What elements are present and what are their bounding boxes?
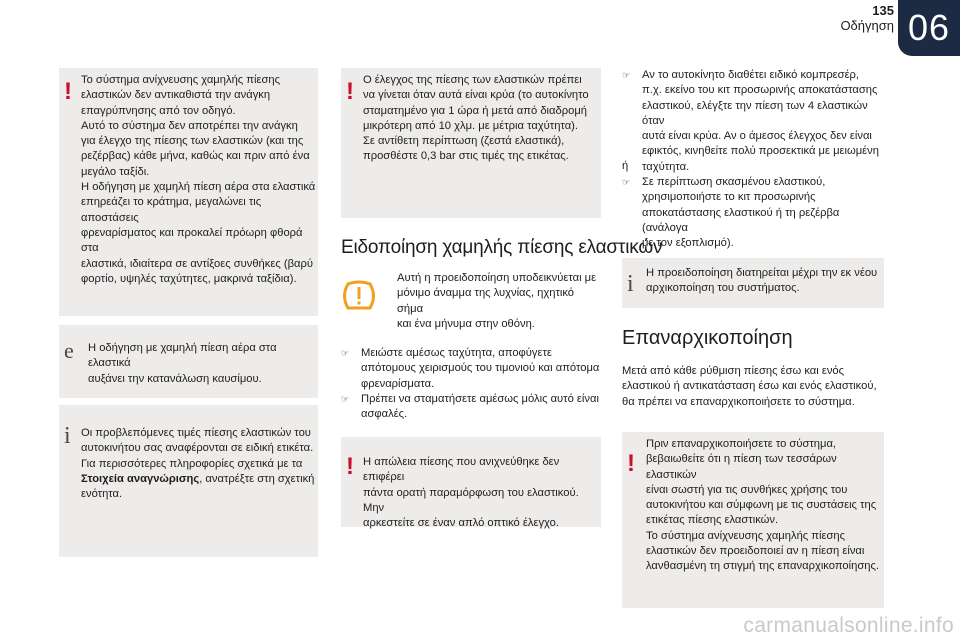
text-line: Το σύστημα ανίχνευσης χαμηλής πίεσης [646,529,846,542]
text-fragment: , ανατρέξτε στη σχετική [199,472,315,485]
text-line: μόνιμο άναμμα της λυχνίας, ηχητικό σήμα [397,287,575,315]
info-icon: i [64,423,71,449]
reset-description [622,364,884,410]
text-line: φρεναρίσματα. [361,377,435,390]
text-line: ασφαλές. [361,408,408,421]
text-line: Για περισσότερες πληροφορίες σχετικά με τα [81,457,303,470]
text-line: Οι προβλεπόμενες τιμές πίεσης ελαστικών του [81,427,311,439]
warning-icon: ! [346,78,354,105]
text-line: ταχύτητα. [642,160,690,173]
alert-description [397,271,601,332]
bullet-arrow-icon: ☞ [341,348,350,358]
puncture-list [622,175,884,251]
warning-icon: ! [346,453,354,480]
tyre-pressure-warning-icon [338,278,380,314]
text-line [81,472,316,487]
text-line: αυτοκινήτου και σύμφωνη με τις συστάσεις της [646,499,877,512]
text-line: ελαστικά, ιδιαίτερα σε αντίξοες συνθήκες (βαρύ [81,257,313,270]
eco-text [88,341,316,387]
watermark: carmanualsonline.info [743,614,954,637]
warning-text [363,73,598,165]
text-line: φορτίο, υψηλές ταχύτητες, μακρινά ταξίδια). [81,272,297,285]
list-item [622,68,884,175]
text-line: αρκεστείτε σε έναν απλό οπτικό έλεγχο. [363,517,559,530]
section-heading: Επαναρχικοποίηση [622,327,793,349]
text-line: ελαστικών δεν προειδοποιεί αν η πίεση είναι [646,545,865,558]
text-line: λανθασμένη τη στιγμή της επαναρχικοποίησης. [646,560,879,573]
text-line: σταματημένο για 1 ώρα ή μετά από διαδρομή [363,104,587,117]
text-line: ενότητα. [81,488,123,501]
text-line: εφικτός, κινηθείτε πολύ προσεκτικά με μειωμένη [642,145,879,158]
section-heading: Ειδοποίηση χαμηλής πίεσης ελαστικών [341,237,663,258]
warning-icon: ! [64,78,72,105]
warning-text [81,73,316,287]
eco-icon: e [64,338,74,363]
identification-link-text: Στοιχεία αναγνώρισης [81,472,200,485]
text-line: Πριν επαναρχικοποιήσετε το σύστημα, [646,438,837,450]
action-list [341,346,601,422]
text-line: επαγρύπνησης από τον οδηγό. [81,104,236,117]
compressor-list [622,68,884,175]
text-line: Αυτό το σύστημα δεν αποτρέπει την ανάγκη [81,119,298,132]
page-number: 135 [872,3,894,18]
text-line: θα πρέπει να επαναρχικοποιήσετε το σύστημα. [622,395,855,408]
warning-text [363,455,598,531]
text-line: χρησιμοποιήστε το κιτ προσωρινής [642,191,816,204]
text-line: Ο έλεγχος της πίεσης των ελαστικών πρέπει [363,74,582,86]
text-line: Πρέπει να σταματήσετε αμέσως μόλις αυτό είναι [361,392,599,405]
text-line: Σε αντίθετη περίπτωση (ζεστά ελαστικά), [363,135,565,148]
text-line: αυτά είναι κρύα. Αν ο άμεσος έλεγχος δεν είναι [642,130,872,143]
list-item [341,392,601,423]
text-line: προσθέστε 0,3 bar στις τιμές της ετικέτας. [363,150,569,163]
text-line: Σε περίπτωση σκασμένου ελαστικού, [642,176,826,188]
text-line: ρεζέρβας) κάθε μήνα, καθώς και πριν από ένα [81,150,310,163]
text-line: Αυτή η προειδοποίηση υποδεικνύεται με [397,272,597,284]
bullet-arrow-icon: ☞ [341,393,350,404]
chapter-number: 06 [907,7,951,48]
text-line: Το σύστημα ανίχνευσης χαμηλής πίεσης [81,74,281,86]
text-line: πάντα ορατή παραμόρφωση του ελαστικού. Μην [363,486,579,514]
bullet-arrow-icon: ☞ [622,70,631,80]
chapter-tab [898,0,960,56]
text-line: για έλεγχο της πίεσης των ελαστικών (και της [81,135,304,148]
text-line: ετικέτας πίεσης ελαστικών. [646,514,779,527]
info-text [81,426,316,502]
info-icon: i [627,271,634,297]
text-line: Μειώστε αμέσως ταχύτητα, αποφύγετε [361,347,552,359]
text-line: απότομους χειρισμούς του τιμονιού και απότομα [361,362,600,375]
text-line: π.χ. εκείνο του κιτ προσωρινής αποκατάστασης [642,84,878,97]
bullet-arrow-icon: ☞ [622,177,631,187]
text-line: και ένα μήνυμα στην οθόνη. [397,317,535,330]
warning-text [646,437,882,575]
warning-icon: ! [627,450,635,477]
text-line: Η οδήγηση με χαμηλή πίεση αέρα στα ελαστικά [81,181,316,194]
text-line: ελαστικού ή αντικατάσταση έσω και ενός ελαστικού, [622,380,877,393]
text-line: αποκατάστασης ελαστικού ή τη ρεζέρβα (ανάλογα [642,206,840,234]
text-line: ελαστικού, ελέγξτε την πίεση των 4 ελαστικών όταν [642,99,868,127]
text-line: Μετά από κάθε ρύθμιση πίεσης έσω και ενός [622,365,845,377]
list-item [341,346,601,392]
text-line: μεγάλο ταξίδι. [81,165,150,178]
text-line: επηρεάζει το κράτημα, μεγαλώνει τις αποστάσεις [81,196,262,224]
or-separator: ή [622,160,629,172]
text-line: βεβαιωθείτε ότι η πίεση των τεσσάρων ελαστικών [646,453,837,481]
text-line: ελαστικών δεν αντικαθιστά την ανάγκη [81,89,271,102]
text-line: μικρότερη από 10 χλμ. με μέτρια ταχύτητα). [363,119,578,132]
list-item [622,175,884,251]
section-title: Οδήγηση [840,18,894,33]
text-line: Η προειδοποίηση διατηρείται μέχρι την εκ νέου [646,267,878,279]
text-line: αυξάνει την κατανάλωση καυσίμου. [88,372,262,385]
text-line: Αν το αυτοκίνητο διαθέτει ειδικό κομπρεσέρ, [642,69,860,81]
text-line: να γίνεται όταν αυτά είναι κρύα (το αυτοκίνητο [363,89,589,102]
info-text [646,266,882,297]
text-line: αρχικοποίηση του συστήματος. [646,282,800,295]
text-line: με τον εξοπλισμό). [642,237,734,250]
text-line: Η οδήγηση με χαμηλή πίεση αέρα στα ελαστικά [88,342,277,370]
text-line: Η απώλεια πίεσης που ανιχνεύθηκε δεν επιφέρει [363,456,560,484]
text-line: αυτοκινήτου σας αναφέρονται σε ειδική ετικέτα. [81,442,314,455]
text-line: είναι σωστή για τις συνθήκες χρήσης του [646,483,848,496]
text-line: φρεναρίσματος και προκαλεί πρόωρη φθορά στα [81,226,303,255]
